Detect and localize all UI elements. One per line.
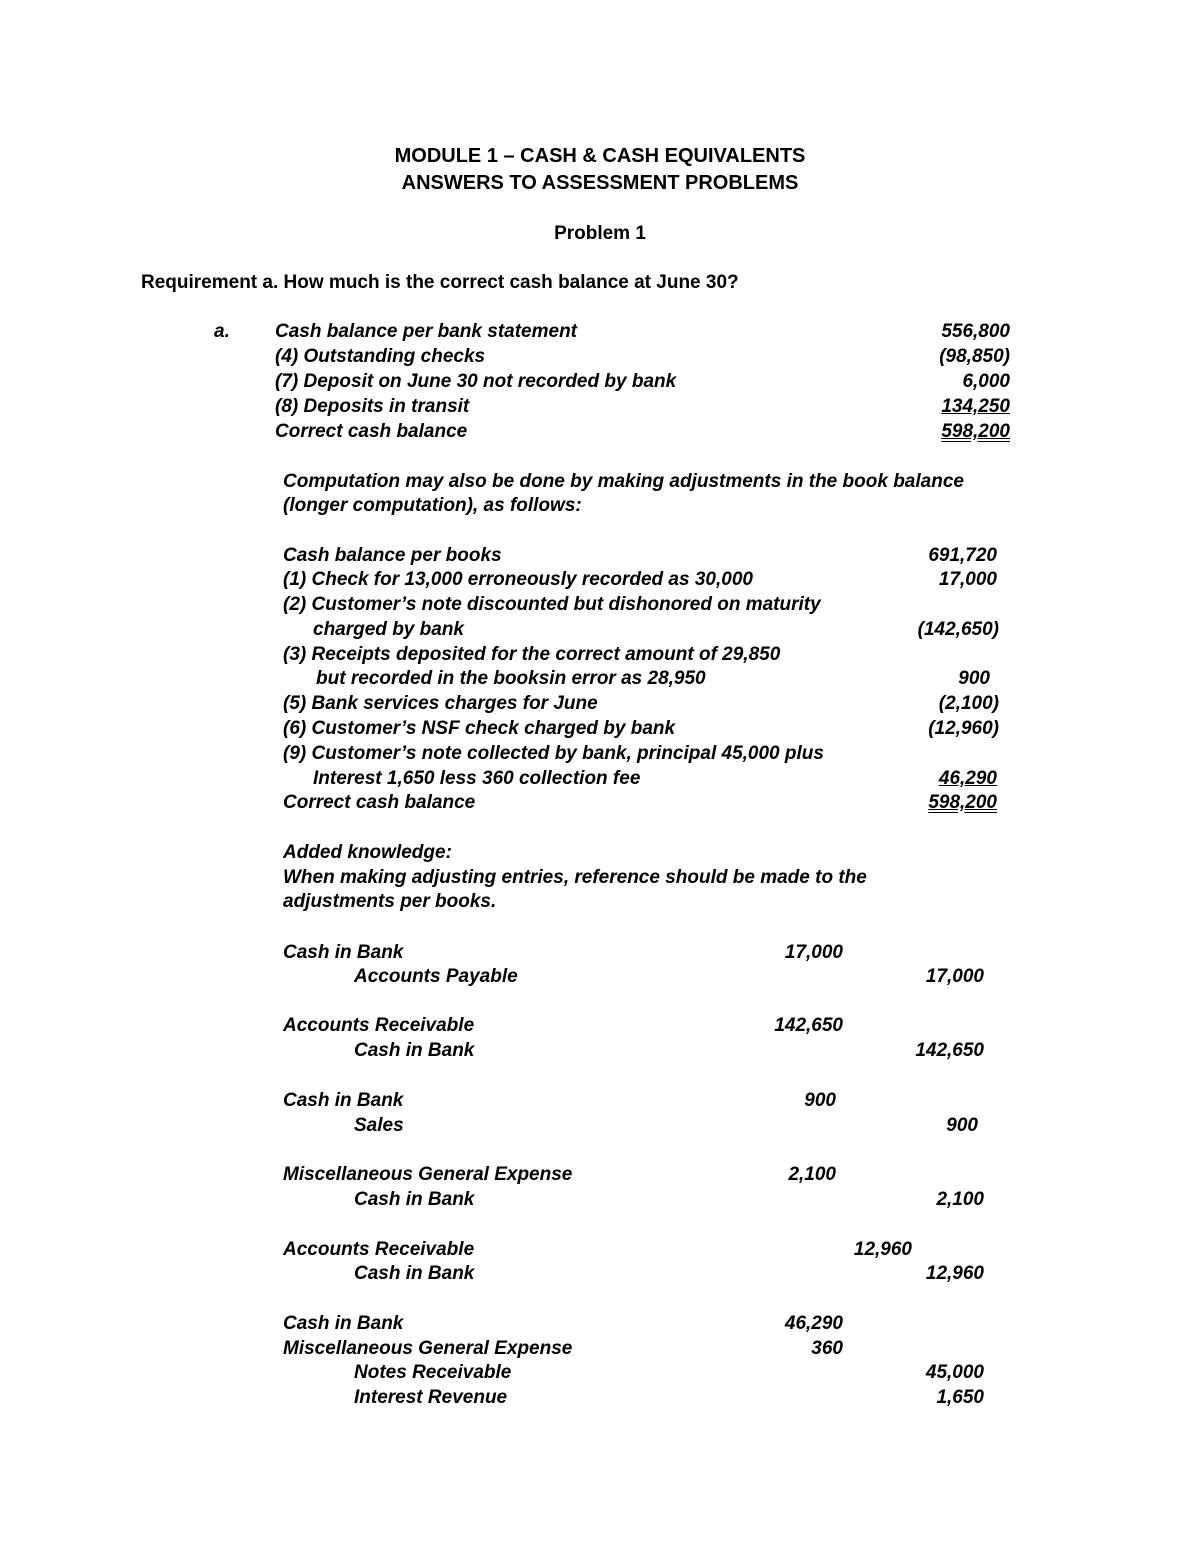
document-subtitle: ANSWERS TO ASSESSMENT PROBLEMS (401, 172, 799, 194)
book-row-label: (6) Customer’s NSF check charged by bank (283, 718, 676, 739)
je-debit-account: Miscellaneous General Expense (283, 1338, 573, 1359)
bank-row-label: Cash balance per bank statement (275, 321, 577, 342)
je-credit-amount: 17,000 (925, 966, 984, 987)
je-debit-amount: 2,100 (788, 1164, 836, 1185)
je-debit-account: Accounts Receivable (283, 1015, 475, 1036)
problem-heading: Problem 1 (554, 223, 646, 244)
book-row-label: (1) Check for 13,000 erroneously recorded as 30,000 (283, 569, 753, 590)
je-debit-amount: 12,960 (853, 1239, 912, 1260)
document-title: MODULE 1 – CASH & CASH EQUIVALENTS (394, 145, 806, 167)
book-row-amount: (12,960) (928, 718, 999, 739)
bank-row-amount: 556,800 (941, 321, 1010, 342)
book-row-amount: 900 (958, 668, 990, 689)
je-credit-amount: 2,100 (936, 1189, 984, 1210)
added-knowledge-heading: Added knowledge: (283, 842, 452, 863)
je-credit-account: Notes Receivable (354, 1362, 512, 1383)
je-credit-amount: 1,650 (936, 1387, 984, 1408)
je-debit-account: Cash in Bank (283, 942, 404, 963)
book-row-amount: 46,290 (938, 768, 997, 789)
alt-note-line: (longer computation), as follows: (283, 495, 582, 516)
bank-row-label: (7) Deposit on June 30 not recorded by bank (275, 371, 677, 392)
je-debit-amount: 46,290 (784, 1313, 843, 1334)
bank-row-amount: 134,250 (941, 396, 1010, 417)
book-total-label: Correct cash balance (283, 792, 476, 813)
book-row-amount: 691,720 (928, 545, 997, 566)
je-credit-amount: 900 (946, 1115, 978, 1136)
part-marker: a. (214, 321, 230, 342)
je-credit-account: Accounts Payable (354, 966, 518, 987)
je-credit-account: Cash in Bank (354, 1040, 475, 1061)
bank-row-label: (4) Outstanding checks (275, 346, 486, 367)
bank-row-label: (8) Deposits in transit (275, 396, 470, 417)
book-row-label: (9) Customer’s note collected by bank, principal 45,000 plus (283, 743, 824, 764)
je-credit-account: Cash in Bank (354, 1263, 475, 1284)
je-debit-amount: 142,650 (774, 1015, 843, 1036)
je-debit-account: Accounts Receivable (283, 1239, 475, 1260)
je-debit-amount: 360 (811, 1338, 843, 1359)
book-row-label: Interest 1,650 less 360 collection fee (313, 768, 641, 789)
je-credit-account: Interest Revenue (354, 1387, 508, 1408)
je-debit-amount: 17,000 (784, 942, 843, 963)
je-credit-account: Sales (354, 1115, 404, 1136)
je-debit-account: Cash in Bank (283, 1090, 404, 1111)
bank-total-amount: 598,200 (941, 421, 1010, 442)
requirement-question: Requirement a. How much is the correct cash balance at June 30? (141, 272, 739, 293)
alt-note-line: Computation may also be done by making adjustments in the book balance (283, 471, 964, 492)
book-row-amount: 17,000 (938, 569, 997, 590)
je-credit-amount: 142,650 (915, 1040, 984, 1061)
book-row-label: but recorded in the booksin error as 28,950 (316, 668, 706, 689)
added-knowledge-line: When making adjusting entries, reference should be made to the (283, 867, 867, 888)
book-row-label: Cash balance per books (283, 545, 502, 566)
je-credit-amount: 45,000 (925, 1362, 984, 1383)
bank-row-amount: (98,850) (939, 346, 1010, 367)
je-debit-amount: 900 (804, 1090, 836, 1111)
je-credit-amount: 12,960 (925, 1263, 984, 1284)
bank-total-label: Correct cash balance (275, 421, 468, 442)
book-total-amount: 598,200 (928, 792, 997, 813)
book-row-label: (3) Receipts deposited for the correct amount of 29,850 (283, 644, 781, 665)
book-row-label: (5) Bank services charges for June (283, 693, 598, 714)
bank-row-amount: 6,000 (962, 371, 1010, 392)
book-row-amount: (142,650) (917, 619, 999, 640)
book-row-label: charged by bank (313, 619, 464, 640)
je-debit-account: Miscellaneous General Expense (283, 1164, 573, 1185)
je-debit-account: Cash in Bank (283, 1313, 404, 1334)
book-row-amount: (2,100) (938, 693, 999, 714)
je-credit-account: Cash in Bank (354, 1189, 475, 1210)
book-row-label: (2) Customer’s note discounted but dishonored on maturity (283, 594, 821, 615)
added-knowledge-line: adjustments per books. (283, 891, 497, 912)
